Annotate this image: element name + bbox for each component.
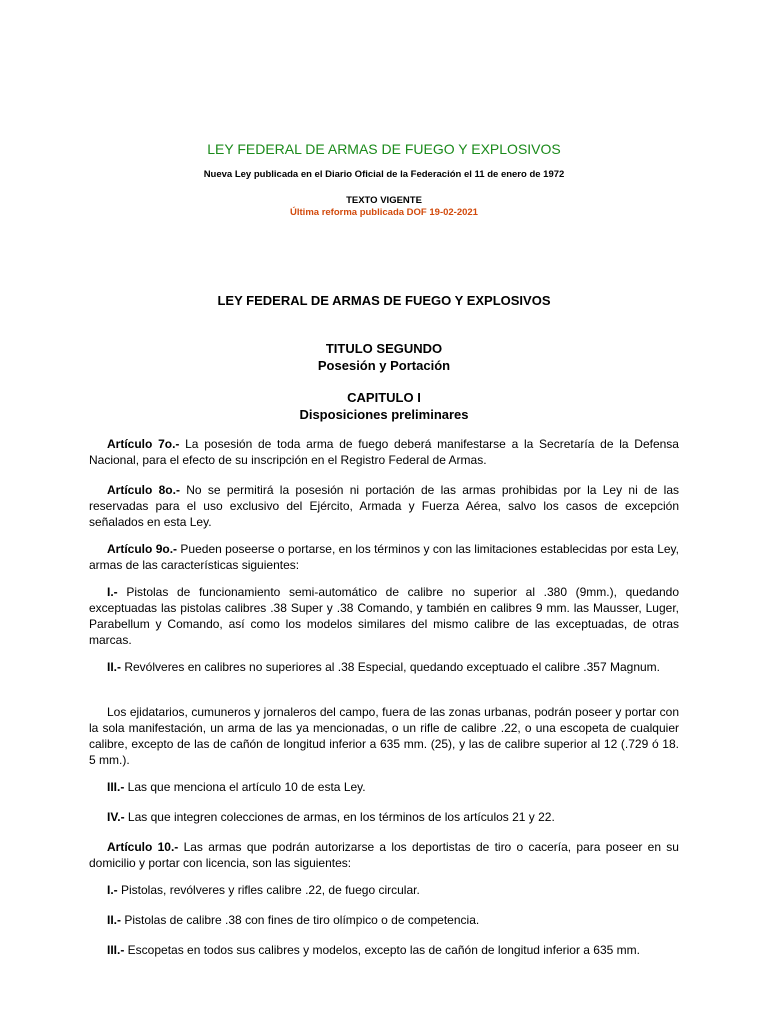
header-status: TEXTO VIGENTE — [346, 195, 422, 206]
paragraph-text: Pistolas, revólveres y rifles calibre .22, de fuego circular. — [117, 883, 420, 897]
paragraph-text: Las que menciona el artículo 10 de esta Ley. — [124, 780, 366, 794]
paragraph-art-9-i — [89, 584, 679, 648]
paragraph-art-9-iv — [89, 809, 679, 825]
paragraph-text: Los ejidatarios, cumuneros y jornaleros del campo, fuera de las zonas urbanas, podrán poseer y portar con la sola manifestación, un arma de las ya mencionadas, o un rifle de calibre .22, o una escopeta de cualquier calibre, excepto de las de cañón de longitud inferior a 635 mm. (25), y las de calibre superior al 12 (.729 ó 18. 5 mm.). — [89, 705, 679, 767]
paragraph-label: I.- — [107, 883, 118, 897]
header-title: LEY FEDERAL DE ARMAS DE FUEGO Y EXPLOSIVOS — [207, 141, 561, 157]
paragraph-art-9-ii — [89, 659, 679, 675]
capitulo-heading: CAPITULO I — [347, 390, 421, 405]
paragraph-art-10-ii — [89, 912, 679, 928]
titulo-name: Posesión y Portación — [317, 358, 451, 373]
titulo-heading: TITULO SEGUNDO — [325, 341, 443, 356]
paragraph-label: Artículo 9o.- — [107, 542, 178, 556]
paragraph-label: IV.- — [107, 810, 125, 824]
paragraph-art-10 — [89, 839, 679, 871]
paragraph-label: I.- — [107, 585, 118, 599]
paragraph-text: La posesión de toda arma de fuego deberá manifestarse a la Secretaría de la Defensa Nacional, para el efecto de su inscripción en el Registro Federal de Armas. — [89, 437, 679, 467]
paragraph-text: Las que integren colecciones de armas, en los términos de los artículos 21 y 22. — [124, 810, 555, 824]
paragraph-text: Pueden poseerse o portarse, en los términos y con las limitaciones establecidas por esta Ley, armas de las características siguientes: — [89, 542, 679, 572]
paragraph-text: Las armas que podrán autorizarse a los deportistas de tiro o cacería, para poseer en su domicilio y portar con licencia, son las siguientes: — [89, 840, 679, 870]
paragraph-label: Artículo 7o.- — [107, 437, 180, 451]
paragraph-label: Artículo 8o.- — [107, 483, 180, 497]
paragraph-text: Revólveres en calibres no superiores al .38 Especial, quedando exceptuado el calibre .357 Magnum. — [121, 660, 660, 674]
paragraph-label: II.- — [107, 660, 121, 674]
paragraph-text: No se permitirá la posesión ni portación de las armas prohibidas por la Ley ni de las reservadas para el uso exclusivo del Ejército, Armada y Fuerza Aérea, salvo los casos de excepción señalados en esta Ley. — [89, 483, 679, 529]
paragraph-label: Artículo 10.- — [107, 840, 179, 854]
paragraph-art-8 — [89, 482, 679, 530]
paragraph-label: II.- — [107, 913, 121, 927]
paragraph-art-7 — [89, 436, 679, 468]
paragraph-text: Pistolas de calibre .38 con fines de tiro olímpico o de competencia. — [121, 913, 480, 927]
paragraph-art-9 — [89, 541, 679, 573]
paragraph-ejidatarios — [89, 704, 679, 768]
paragraph-text: Pistolas de funcionamiento semi-automático de calibre no superior al .380 (9mm.), quedando exceptuadas las pistolas calibres .38 Super y .38 Comando, y también en calibres 9 mm. las Mausser, Luger, Parabellum y Comando, así como los modelos similares del mismo calibre de las exceptuadas, de otras marcas. — [89, 585, 679, 647]
paragraph-label: III.- — [107, 780, 125, 794]
capitulo-name: Disposiciones preliminares — [299, 407, 469, 422]
header-subtitle: Nueva Ley publicada en el Diario Oficial de la Federación el 11 de enero de 1972 — [203, 169, 565, 180]
law-title: LEY FEDERAL DE ARMAS DE FUEGO Y EXPLOSIVOS — [217, 293, 551, 308]
paragraph-text: Escopetas en todos sus calibres y modelos, excepto las de cañón de longitud inferior a 635 mm. — [124, 943, 640, 957]
paragraph-label: III.- — [107, 943, 125, 957]
header-reform: Última reforma publicada DOF 19-02-2021 — [290, 207, 478, 218]
paragraph-art-10-i — [89, 882, 679, 898]
paragraph-art-10-iii — [89, 942, 679, 958]
paragraph-art-9-iii — [89, 779, 679, 795]
